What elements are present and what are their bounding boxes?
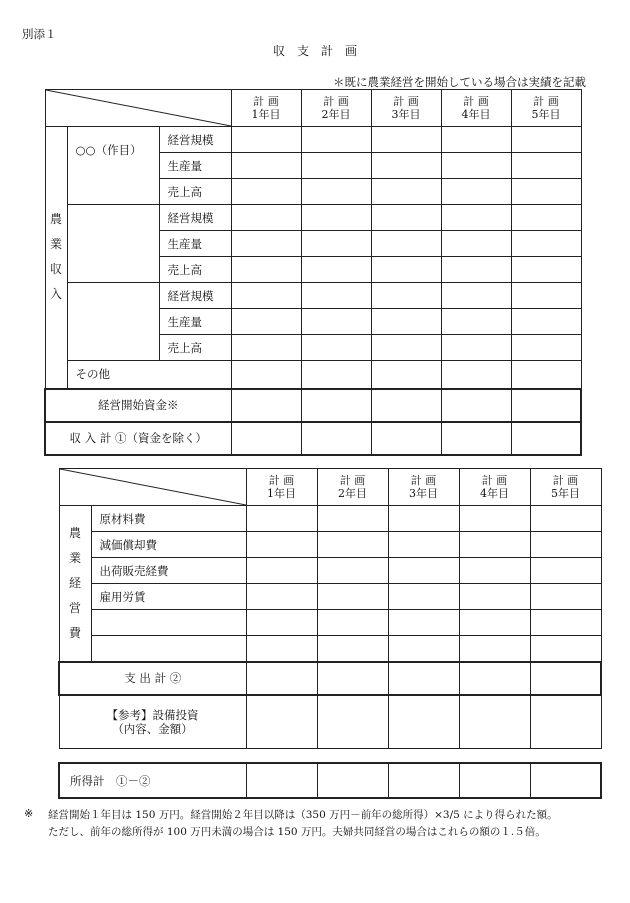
cell[interactable] bbox=[301, 422, 371, 455]
cell[interactable] bbox=[301, 335, 371, 361]
cell[interactable] bbox=[231, 205, 301, 231]
cell[interactable] bbox=[301, 231, 371, 257]
cell[interactable] bbox=[371, 179, 441, 205]
row-label-production: 生産量 bbox=[159, 153, 231, 179]
cell[interactable] bbox=[231, 153, 301, 179]
crop-label-blank[interactable] bbox=[67, 283, 159, 361]
row-label-sales: 売上高 bbox=[159, 257, 231, 283]
cell[interactable] bbox=[511, 283, 581, 309]
year-header-2: 計 画 2年目 bbox=[301, 90, 371, 127]
cell[interactable] bbox=[246, 506, 317, 532]
cell[interactable] bbox=[530, 532, 601, 558]
year-header-5: 計 画 5年目 bbox=[511, 90, 581, 127]
cell[interactable] bbox=[231, 389, 301, 422]
cell[interactable] bbox=[317, 532, 388, 558]
cell[interactable] bbox=[459, 584, 530, 610]
cell[interactable] bbox=[511, 205, 581, 231]
cell[interactable] bbox=[459, 695, 530, 749]
expense-vertical-label: 農 業 経 営 費 bbox=[59, 506, 91, 662]
cell[interactable] bbox=[301, 283, 371, 309]
expense-table bbox=[58, 468, 602, 749]
year-header-2: 計 画 2年目 bbox=[317, 469, 388, 506]
expense-item-shipping: 出荷販売経費 bbox=[91, 558, 246, 584]
cell[interactable] bbox=[530, 584, 601, 610]
footnote-line-1: 経営開始１年目は 150 万円。経営開始２年目以降は（350 万円－前年の総所得）×3/5 により得られた額。 bbox=[48, 809, 558, 821]
cell[interactable] bbox=[441, 361, 511, 389]
cell[interactable] bbox=[231, 127, 301, 153]
cell[interactable] bbox=[371, 309, 441, 335]
expense-item-blank[interactable] bbox=[91, 636, 246, 662]
cell[interactable] bbox=[371, 335, 441, 361]
cell[interactable] bbox=[511, 179, 581, 205]
cell[interactable] bbox=[317, 610, 388, 636]
cell[interactable] bbox=[371, 153, 441, 179]
cell[interactable] bbox=[317, 662, 388, 695]
cell[interactable] bbox=[231, 231, 301, 257]
page-title: 収 支 計 画 bbox=[272, 44, 357, 58]
crop-label: ○○（作目） bbox=[67, 127, 159, 205]
cell[interactable] bbox=[371, 422, 441, 455]
cell[interactable] bbox=[317, 558, 388, 584]
footnote bbox=[48, 807, 623, 841]
cell[interactable] bbox=[371, 205, 441, 231]
cell[interactable] bbox=[441, 153, 511, 179]
cell[interactable] bbox=[511, 361, 581, 389]
cell[interactable] bbox=[459, 506, 530, 532]
cell[interactable] bbox=[388, 636, 459, 662]
cell[interactable] bbox=[371, 361, 441, 389]
cell[interactable] bbox=[246, 610, 317, 636]
cell[interactable] bbox=[441, 231, 511, 257]
cell[interactable] bbox=[511, 127, 581, 153]
cell[interactable] bbox=[301, 127, 371, 153]
cell[interactable] bbox=[371, 389, 441, 422]
cell[interactable] bbox=[301, 389, 371, 422]
row-label-sales: 売上高 bbox=[159, 179, 231, 205]
top-note: ＊既に農業経営を開始している場合は実績を記載 bbox=[333, 75, 586, 89]
cell[interactable] bbox=[317, 695, 388, 749]
cell[interactable] bbox=[511, 335, 581, 361]
cell[interactable] bbox=[301, 361, 371, 389]
header-diagonal-cell bbox=[59, 469, 246, 506]
cell[interactable] bbox=[231, 179, 301, 205]
cell[interactable] bbox=[459, 558, 530, 584]
cell[interactable] bbox=[459, 532, 530, 558]
cell[interactable] bbox=[317, 506, 388, 532]
cell[interactable] bbox=[246, 532, 317, 558]
cell[interactable] bbox=[530, 506, 601, 532]
cell[interactable] bbox=[441, 257, 511, 283]
cell[interactable] bbox=[441, 283, 511, 309]
cell[interactable] bbox=[246, 636, 317, 662]
row-label-scale: 経営規模 bbox=[159, 283, 231, 309]
cell[interactable] bbox=[371, 127, 441, 153]
cell[interactable] bbox=[246, 558, 317, 584]
cell[interactable] bbox=[511, 389, 581, 422]
cell[interactable] bbox=[511, 309, 581, 335]
cell[interactable] bbox=[441, 422, 511, 455]
cell[interactable] bbox=[388, 662, 459, 695]
cell[interactable] bbox=[301, 257, 371, 283]
cell[interactable] bbox=[441, 127, 511, 153]
year-header-5: 計 画 5年目 bbox=[530, 469, 601, 506]
net-income-label: 所得計 ①－② bbox=[59, 763, 246, 798]
cell[interactable] bbox=[530, 636, 601, 662]
expense-item-blank[interactable] bbox=[91, 610, 246, 636]
footnote-line-2: ただし、前年の総所得が 100 万円未満の場合は 150 万円。夫婦共同経営の場合はこれらの額の１.５倍。 bbox=[48, 826, 546, 838]
cell[interactable] bbox=[530, 610, 601, 636]
cell[interactable] bbox=[231, 257, 301, 283]
equipment-investment-label: 【参考】設備投資 （内容、金額） bbox=[59, 695, 246, 749]
year-header-3: 計 画 3年目 bbox=[371, 90, 441, 127]
year-header-1: 計 画 1年目 bbox=[231, 90, 301, 127]
cell[interactable] bbox=[511, 153, 581, 179]
cell[interactable] bbox=[301, 205, 371, 231]
cell[interactable] bbox=[371, 231, 441, 257]
expense-total-label: 支 出 計 ② bbox=[59, 662, 246, 695]
year-header-4: 計 画 4年目 bbox=[441, 90, 511, 127]
cell[interactable] bbox=[301, 153, 371, 179]
year-header-1: 計 画 1年目 bbox=[246, 469, 317, 506]
cell[interactable] bbox=[530, 662, 601, 695]
cell[interactable] bbox=[317, 584, 388, 610]
cell[interactable] bbox=[511, 422, 581, 455]
row-label-production: 生産量 bbox=[159, 231, 231, 257]
cell[interactable] bbox=[459, 662, 530, 695]
cell[interactable] bbox=[246, 695, 317, 749]
cell[interactable] bbox=[371, 283, 441, 309]
cell[interactable] bbox=[530, 695, 601, 749]
cell[interactable] bbox=[441, 179, 511, 205]
cell[interactable] bbox=[441, 309, 511, 335]
cell[interactable] bbox=[441, 389, 511, 422]
income-total-label: 収 入 計 ①（資金を除く） bbox=[45, 422, 231, 455]
cell[interactable] bbox=[301, 179, 371, 205]
cell[interactable] bbox=[388, 558, 459, 584]
cell[interactable] bbox=[231, 283, 301, 309]
net-income-table bbox=[58, 762, 602, 799]
cell[interactable] bbox=[317, 636, 388, 662]
attachment-label: 別添１ bbox=[22, 27, 57, 41]
cell[interactable] bbox=[231, 335, 301, 361]
cell[interactable] bbox=[511, 257, 581, 283]
cell[interactable] bbox=[317, 763, 388, 798]
row-label-scale: 経営規模 bbox=[159, 127, 231, 153]
cell[interactable] bbox=[459, 610, 530, 636]
row-label-scale: 経営規模 bbox=[159, 205, 231, 231]
cell[interactable] bbox=[441, 335, 511, 361]
cell[interactable] bbox=[388, 610, 459, 636]
footnote-mark: ※ bbox=[24, 807, 34, 820]
cell[interactable] bbox=[301, 309, 371, 335]
year-header-4: 計 画 4年目 bbox=[459, 469, 530, 506]
header-diagonal-cell bbox=[45, 90, 231, 127]
cell[interactable] bbox=[388, 695, 459, 749]
cell[interactable] bbox=[388, 763, 459, 798]
year-header-3: 計 画 3年目 bbox=[388, 469, 459, 506]
start-fund-label: 経営開始資金※ bbox=[45, 389, 231, 422]
cell[interactable] bbox=[231, 361, 301, 389]
cell[interactable] bbox=[231, 422, 301, 455]
expense-item-depreciation: 減価償却費 bbox=[91, 532, 246, 558]
cell[interactable] bbox=[388, 532, 459, 558]
row-label-sales: 売上高 bbox=[159, 335, 231, 361]
expense-item-materials: 原材料費 bbox=[91, 506, 246, 532]
cell[interactable] bbox=[388, 506, 459, 532]
cell[interactable] bbox=[459, 636, 530, 662]
cell[interactable] bbox=[511, 231, 581, 257]
income-table bbox=[44, 89, 582, 456]
cell[interactable] bbox=[246, 662, 317, 695]
cell[interactable] bbox=[371, 257, 441, 283]
row-label-other: その他 bbox=[67, 361, 231, 389]
row-label-production: 生産量 bbox=[159, 309, 231, 335]
cell[interactable] bbox=[246, 763, 317, 798]
expense-item-labor: 雇用労賃 bbox=[91, 584, 246, 610]
cell[interactable] bbox=[231, 309, 301, 335]
cell[interactable] bbox=[459, 763, 530, 798]
cell[interactable] bbox=[530, 763, 601, 798]
cell[interactable] bbox=[441, 205, 511, 231]
cell[interactable] bbox=[246, 584, 317, 610]
income-vertical-label: 農 業 収 入 bbox=[45, 127, 67, 389]
crop-label-blank[interactable] bbox=[67, 205, 159, 283]
cell[interactable] bbox=[388, 584, 459, 610]
cell[interactable] bbox=[530, 558, 601, 584]
